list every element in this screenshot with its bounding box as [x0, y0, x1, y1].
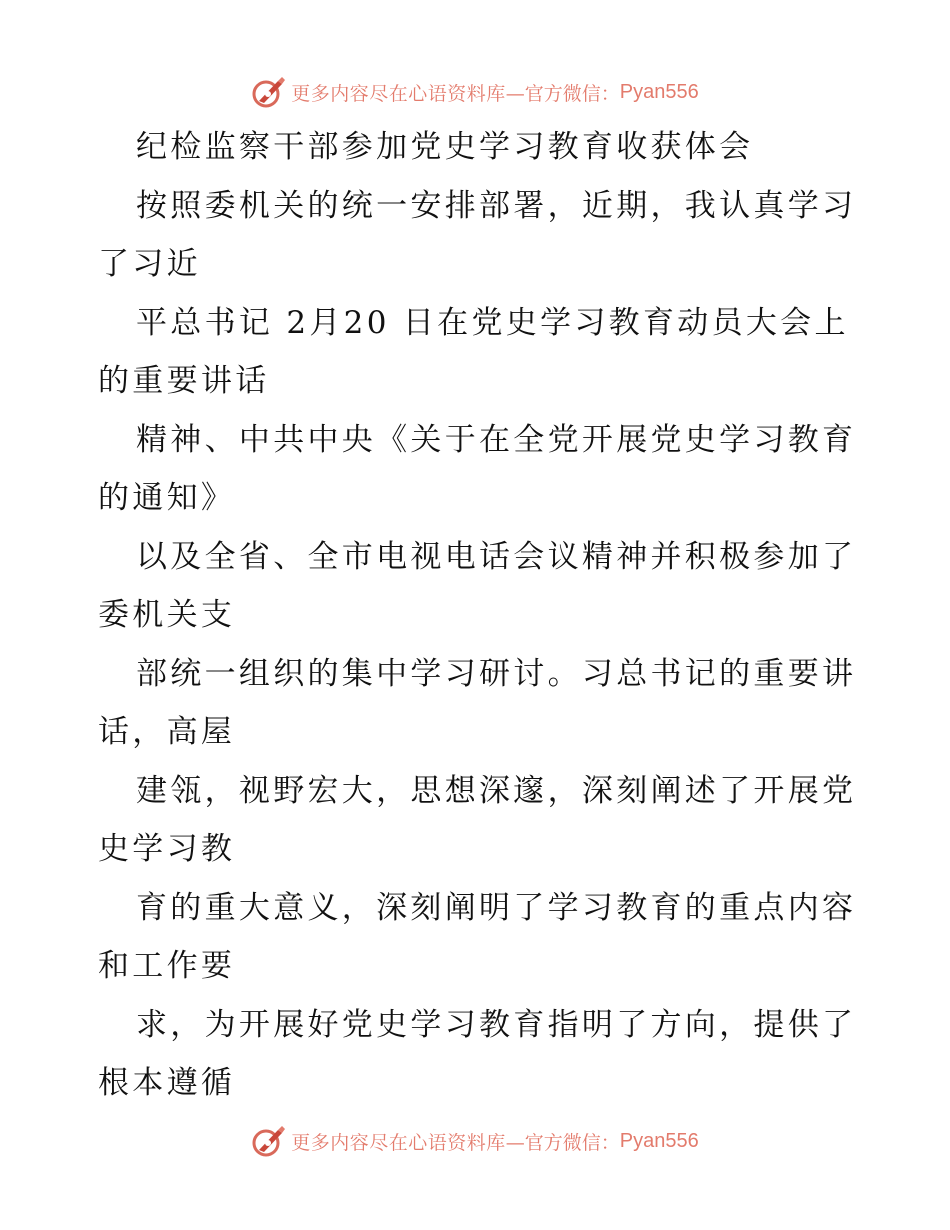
watermark-contact-label: —官方微信： [505, 82, 620, 105]
watermark-header [0, 72, 950, 112]
watermark-footer [0, 1121, 950, 1161]
document-title: 纪检监察干部参加党史学习教育收获体会 [136, 129, 754, 165]
text-line: 的重要讲话 [98, 363, 270, 399]
text-line: 的通知》 [98, 480, 236, 516]
text-line: 和工作要 [98, 948, 236, 984]
text-line: 平总书记 2月20 日在党史学习教育动员大会上 [136, 304, 849, 341]
text-line: 以及全省、全市电视电话会议精神并积极参加了 [136, 538, 857, 575]
watermark-contact-label: —官方微信： [505, 1131, 620, 1154]
watermark-brand: 更多内容尽在心语资料库 [291, 1131, 506, 1154]
watermark-contact-id: Pyan556 [619, 80, 699, 103]
watermark-contact-id: Pyan556 [619, 1129, 699, 1152]
pen-logo-icon [251, 1124, 287, 1158]
text-line: 精神、中共中央《关于在全党开展党史学习教育 [136, 421, 857, 458]
text-line: 史学习教 [98, 831, 236, 867]
text-line: 按照委机关的统一安排部署，近期，我认真学习 [136, 187, 857, 224]
text-line: 委机关支 [98, 597, 236, 633]
text-line: 了习近 [98, 246, 201, 282]
text-line: 育的重大意义，深刻阐明了学习教育的重点内容 [136, 889, 857, 926]
text-line: 根本遵循 [98, 1065, 236, 1101]
text-line: 建瓴，视野宏大，思想深邃，深刻阐述了开展党 [136, 772, 857, 809]
watermark-brand: 更多内容尽在心语资料库 [291, 82, 506, 105]
text-line: 部统一组织的集中学习研讨。习总书记的重要讲 [136, 655, 857, 692]
document-body [98, 118, 858, 1113]
text-line: 话，高屋 [98, 714, 236, 750]
text-line: 求，为开展好党史学习教育指明了方向，提供了 [136, 1006, 857, 1043]
pen-logo-icon [251, 75, 287, 109]
